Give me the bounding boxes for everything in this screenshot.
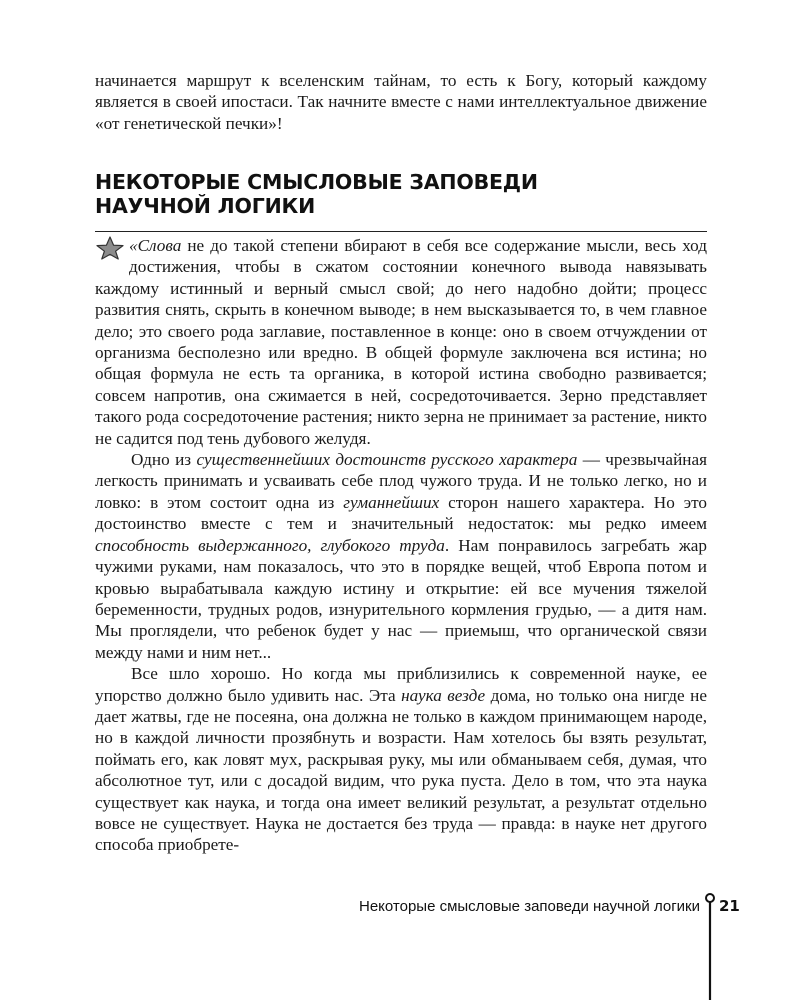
quote-paragraph-1 xyxy=(95,235,707,449)
quote-paragraph-2 xyxy=(95,449,707,663)
paragraph-text: Одно из xyxy=(131,450,197,470)
paragraph-text: не до такой степени вбирают в себя все содержание мысли, весь ход достижения, чтобы в сжатом состоянии конечного вывода навязывать каждому истинный и верный смысл свой; до него надобно дойти; процесс развития снять, скрыть в конечном выводе; в нем высказывается то, в чем главное дело; это своего рода заглавие, поставленное в конце: оно в своем отчуждении от организма бесполезно или вредно. В общей формуле заключена вся истина; но общая формула не есть та органика, в которой истина свободно развивается; совсем напротив, она сжимается в ней, сосредоточивается. Зерно представляет такого рода сосредоточение растения; никто зерна не принимает за растение, никто не садится под тень дубового желудя. xyxy=(95,236,707,448)
emphasis-words: Слова xyxy=(137,236,182,255)
emphasis-science-everywhere: наука везде xyxy=(401,685,486,705)
paragraph-text: . Нам понравилось загребать жар чужими руками, нам показалось, что это в порядке вещей, чтоб Европа потом и кровью вырабатывала каждую истину и открытие: ей все мучения тяжелой беременности, трудных родов, изнурительного кормления грудью, — а дитя нам. Мы проглядели, что ребенок будет у нас — приемыш, что органической связи между нами и ним нет... xyxy=(95,535,708,662)
paragraph-text: — чрезвычайная легкость принимать и усваивать себе плод чужого труда. И не только легко, но и ловко: в этом состоит одна из xyxy=(95,450,707,512)
quote-paragraph-3 xyxy=(95,663,707,856)
paragraph-text: сторон нашего характера. Но это достоинство вместе с тем и значительный недостаток: мы редко имеем xyxy=(95,492,708,534)
paragraph-text: дома, но только она нигде не дает жатвы, где не посеяна, она должна не только в каждом принимающем народе, но в каждой личности прозябнуть и возрасти. Нам хотелось бы взять результат, поймать его, как ловят мух, раскрывая руку, мы или обманываем себя, думая, что абсолютное тут, или с досадой видим, что рука пуста. Дело в том, что эта наука существует как наука, и тогда она имеет великий результат, а результат отдельно вовсе не существует. Наука не достается без труда — правда: в науке нет другого способа приобрете- xyxy=(95,685,707,855)
intro-paragraph: начинается маршрут к вселенским тайнам, то есть к Богу, который каждому является в своей ипостаси. Так начните вместе с нами интеллектуальное движение «от генетической печки»! xyxy=(95,71,707,133)
emphasis-sustained-work: способность выдержанного, глубокого труда xyxy=(95,535,445,555)
star-icon xyxy=(95,236,125,260)
page-marker-icon xyxy=(703,892,717,1000)
paragraph-text: Все шло хорошо. Но когда мы приблизились к современной науке, ее упорство должно было удивить нас. Эта xyxy=(95,664,707,705)
emphasis-russian-character: существеннейших достоинств русского характера xyxy=(196,450,578,470)
running-footer-title: Некоторые смысловые заповеди научной логики xyxy=(358,898,700,915)
section-title-line-1: НЕКОТОРЫЕ СМЫСЛОВЫЕ ЗАПОВЕДИ xyxy=(95,170,538,194)
section-title-line-2: НАУЧНОЙ ЛОГИКИ xyxy=(95,194,316,218)
body-text xyxy=(95,235,707,856)
page-number: 21 xyxy=(719,897,740,915)
title-divider xyxy=(95,231,707,232)
section-title xyxy=(95,170,707,218)
quote-open-mark: « xyxy=(129,236,138,255)
emphasis-humane: гуманнейших xyxy=(343,492,440,512)
